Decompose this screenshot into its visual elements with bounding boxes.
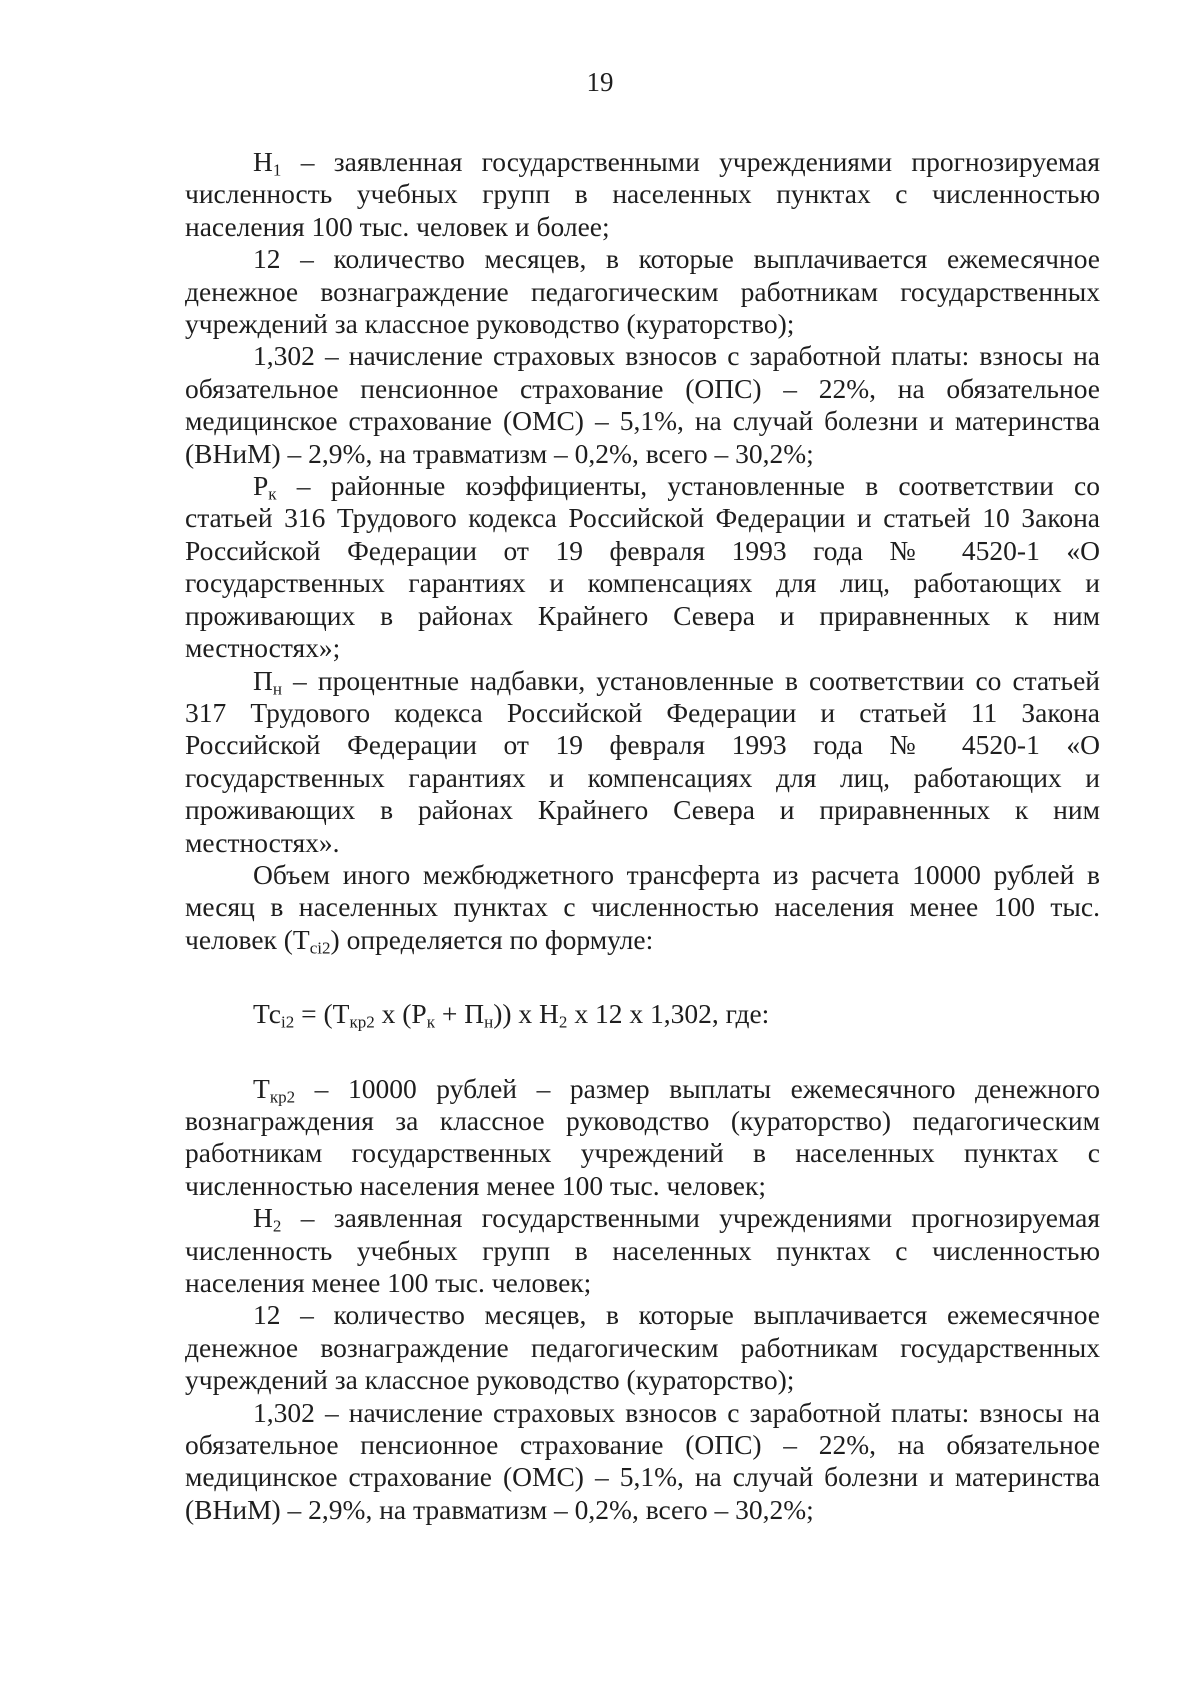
formula-part: = (Т [294,998,350,1030]
paragraph-text: 12 – количество месяцев, в которые выплачивается ежемесячное денежное вознаграждение педагогическим работникам государственных учреждений за классное руководство (кураторство); [185,243,1100,340]
formula-subscript: кр2 [349,1012,375,1032]
variable-symbol: Н [253,1202,273,1234]
paragraph-h1-definition [185,146,1100,243]
formula-subscript: i2 [280,1012,295,1032]
variable-subscript: кр2 [269,1086,296,1106]
paragraph-text: 12 – количество месяцев, в которые выплачивается ежемесячное денежное вознаграждение педагогическим работникам государственных учреждений за классное руководство (кураторство); [185,1299,1100,1396]
paragraph-h2-definition [185,1202,1100,1299]
paragraph-text: 1,302 – начисление страховых взносов с заработной платы: взносы на обязательное пенсионное страхование (ОПС) – 22%, на обязательное медицинское страхование (ОМС) – 5,1%, на случай болезни и материнства (ВНиМ) – 2,9%, на травматизм – 0,2%, всего – 30,2%; [185,340,1100,469]
paragraph-text: – 10000 рублей – размер выплаты ежемесячного денежного вознаграждения за классное руководство (кураторство) педагогическим работникам государственных учреждений в населенных пунктах с численностью населения менее 100 тыс. человек; [185,1072,1100,1201]
paragraph-text: – заявленная государственными учреждениями прогнозируемая численность учебных групп в населенных пунктах с численностью населения 100 тыс. человек и более; [185,146,1100,242]
variable-symbol: Р [253,470,269,502]
formula-part: Тс [253,998,281,1030]
document-body [185,146,1100,1526]
paragraph-tkr2-definition [185,1073,1100,1203]
paragraph-months-definition [185,243,1100,340]
paragraph-text: – районные коэффициенты, установленные в соответствии со статьей 316 Трудового кодекса Российской Федерации и статьей 10 Закона Российской Федерации от 19 февраля 1993 года № 4520-1 «О государственных гарантиях и компенсациях для лиц, работающих и проживающих в районах Крайнего Севера и приравненных к ним местностях»; [185,470,1100,664]
formula-part: х (Р [374,998,427,1030]
paragraph-insurance-definition-2 [185,1397,1100,1527]
paragraph-months-definition-2 [185,1299,1100,1396]
variable-symbol: Т [253,1072,270,1104]
paragraph-text: – процентные надбавки, установленные в соответствии со статьей 317 Трудового кодекса Российской Федерации и статьей 11 Закона Российской Федерации от 19 февраля 1993 года № 4520-1 «О государственных гарантиях и компенсациях для лиц, работающих и проживающих в районах Крайнего Севера и приравненных к ним местностях». [185,664,1100,858]
formula-subscript: 2 [558,1012,568,1032]
variable-subscript: к [268,484,277,504]
paragraph-text: Объем иного межбюджетного трансферта из расчета 10000 рублей в месяц в населенных пунктах с численностью населения менее 100 тыс. человек (Т [185,858,1100,955]
formula-tci2 [185,998,1100,1030]
formula-part: х 12 х 1,302, где: [567,998,770,1030]
variable-symbol: Н [253,146,273,177]
variable-symbol: П [253,664,273,696]
formula-subscript: к [426,1012,435,1032]
variable-subscript: н [272,678,282,698]
paragraph-text-end: ) определяется по формуле: [330,923,654,955]
paragraph-rk-definition [185,470,1100,664]
paragraph-transfer-volume [185,859,1100,956]
paragraph-pn-definition [185,665,1100,859]
variable-subscript: 1 [272,160,282,180]
variable-subscript: 2 [272,1216,282,1236]
paragraph-insurance-definition [185,340,1100,470]
page-number: 19 [586,67,614,97]
formula-subscript: н [484,1012,494,1032]
formula-part: )) х Н [493,998,559,1030]
paragraph-text: 1,302 – начисление страховых взносов с заработной платы: взносы на обязательное пенсионное страхование (ОПС) – 22%, на обязательное медицинское страхование (ОМС) – 5,1%, на случай болезни и материнства (ВНиМ) – 2,9%, на травматизм – 0,2%, всего – 30,2%; [185,1396,1100,1525]
variable-subscript: сi2 [309,938,331,957]
formula-part: + П [434,998,485,1030]
paragraph-text: – заявленная государственными учреждениями прогнозируемая численность учебных групп в населенных пунктах с численностью населения менее 100 тыс. человек; [185,1202,1100,1298]
